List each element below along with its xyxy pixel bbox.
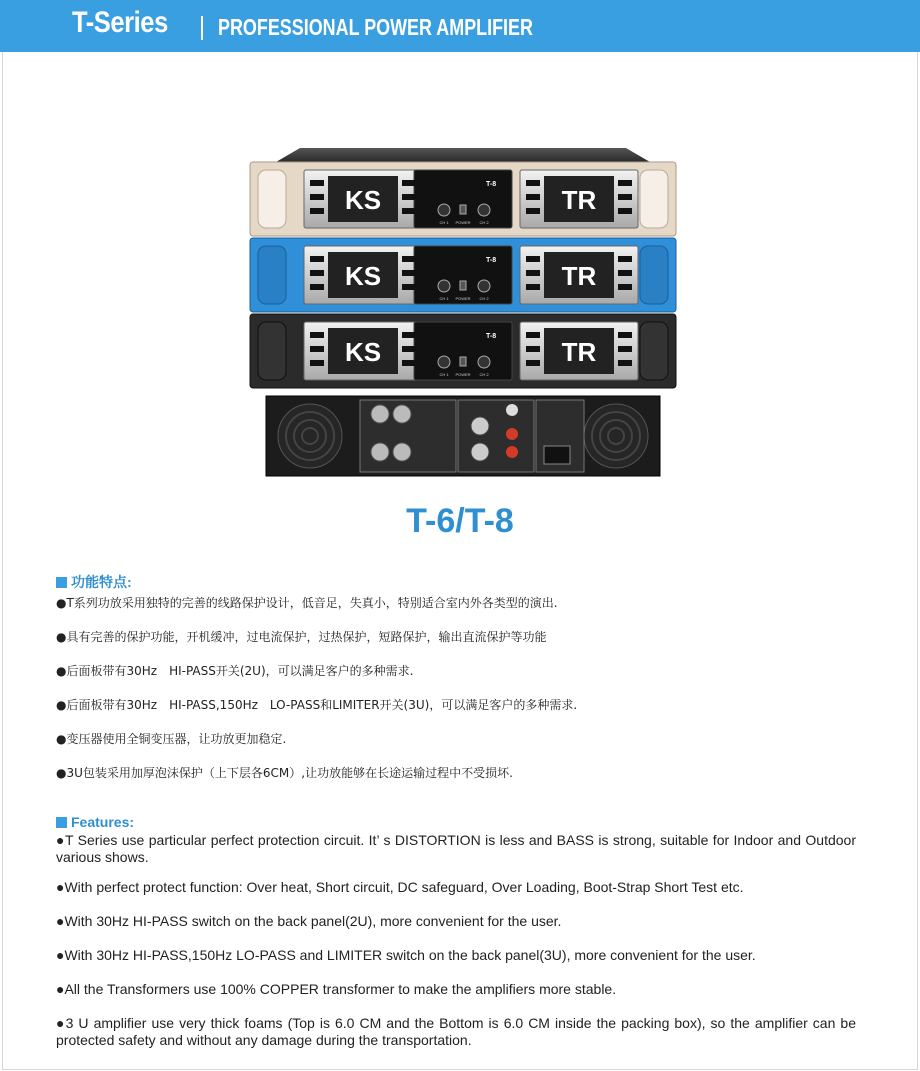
feature-cn-item: ●具有完善的保护功能，开机缓冲，过电流保护，过热保护，短路保护，输出直流保护等功能 <box>56 630 547 644</box>
vent-bar <box>526 284 540 290</box>
vent-bar <box>526 360 540 366</box>
vent-bar <box>310 332 324 338</box>
vent-bar <box>310 360 324 366</box>
panel-label-left: KS <box>344 261 382 291</box>
vent-bar <box>310 208 324 214</box>
vent-bar <box>402 346 416 352</box>
vent-bar <box>310 256 324 262</box>
feature-en-item: ●With 30Hz HI-PASS switch on the back panel(2U), more convenient for the user. <box>56 913 562 929</box>
vent-bar <box>402 270 416 276</box>
panel-label-left: KS <box>344 185 382 215</box>
vent-bar <box>526 332 540 338</box>
product-model-title: T-6/T-8 <box>406 502 514 540</box>
knob-label: CH 1 <box>439 296 449 301</box>
vent-bar <box>526 270 540 276</box>
feature-cn-item: ●后面板带有30Hz HI-PASS开关(2U)，可以满足客户的多种需求. <box>56 664 414 678</box>
panel-label-right: TR <box>561 337 597 367</box>
feature-cn-item: ●变压器使用全铜变压器，让功放更加稳定. <box>56 732 287 746</box>
feature-cn-item: ●后面板带有30Hz HI-PASS,150Hz LO-PASS和LIMITER开关(3U)，可以满足客户的多种需求. <box>56 698 578 712</box>
gain-knob-ch1 <box>438 356 450 368</box>
vent-bar <box>526 194 540 200</box>
knob-label: POWER <box>455 220 471 225</box>
vent-bar <box>402 256 416 262</box>
vent-bar <box>526 346 540 352</box>
feature-en-item: ●With 30Hz HI-PASS,150Hz LO-PASS and LIMITER switch on the back panel(3U), more convenient for the user. <box>56 947 756 963</box>
knob-label: POWER <box>455 372 471 377</box>
vent-bar <box>618 194 632 200</box>
panel-label-right: TR <box>561 261 597 291</box>
vent-bar <box>310 284 324 290</box>
vent-bar <box>526 208 540 214</box>
feature-en-item: ●T Series use particular perfect protection circuit. It’ s DISTORTION is less and BASS is strong, suitable for Indoor and Outdoor various shows. <box>56 832 856 865</box>
vent-bar <box>402 208 416 214</box>
knob-label: CH 2 <box>479 296 489 301</box>
features-en-title-text: Features: <box>71 814 135 830</box>
bullet-square-icon <box>56 577 67 588</box>
feature-en-item: ●With perfect protect function: Over heat, Short circuit, DC safeguard, Over Loading, Boot-Strap Short Test etc. <box>56 879 744 895</box>
vent-bar <box>402 194 416 200</box>
header-banner <box>0 0 920 52</box>
vent-bar <box>310 346 324 352</box>
knob-label: POWER <box>455 296 471 301</box>
knob-label: CH 2 <box>479 372 489 377</box>
vent-bar <box>402 284 416 290</box>
vent-bar <box>402 360 416 366</box>
features-cn-title-text: 功能特点: <box>71 574 132 590</box>
vent-bar <box>618 332 632 338</box>
vent-bar <box>402 180 416 186</box>
feature-en-item: ●All the Transformers use 100% COPPER transformer to make the amplifiers more stable. <box>56 981 617 997</box>
feature-cn-item: ●T系列功放采用独特的完善的线路保护设计，低音足，失真小，特别适合室内外各类型的演出. <box>56 596 558 610</box>
gain-knob-ch2 <box>478 356 490 368</box>
vent-bar <box>310 270 324 276</box>
header-divider <box>201 16 203 40</box>
vent-bar <box>402 332 416 338</box>
power-switch <box>460 281 466 290</box>
vent-bar <box>618 208 632 214</box>
vent-bar <box>310 180 324 186</box>
vent-bar <box>526 180 540 186</box>
vent-bar <box>618 256 632 262</box>
vent-bar <box>526 256 540 262</box>
panel-label-right: TR <box>561 185 597 215</box>
unit-model-label: T-8 <box>486 181 497 188</box>
gain-knob-ch1 <box>438 204 450 216</box>
vent-bar <box>618 180 632 186</box>
unit-model-label: T-8 <box>486 333 497 340</box>
features-en-title <box>56 814 134 830</box>
vent-bar <box>618 346 632 352</box>
vent-bar <box>310 194 324 200</box>
gain-knob-ch1 <box>438 280 450 292</box>
features-cn-title <box>56 572 132 592</box>
vent-bar <box>618 284 632 290</box>
panel-label-left: KS <box>344 337 382 367</box>
knob-label: CH 1 <box>439 372 449 377</box>
gain-knob-ch2 <box>478 204 490 216</box>
feature-cn-item: ●3U包装采用加厚泡沫保护（上下层各6CM）,让功放能够在长途运输过程中不受损坏. <box>56 766 513 780</box>
amplifier-top-case <box>276 148 650 162</box>
vent-bar <box>618 360 632 366</box>
unit-model-label: T-8 <box>486 257 497 264</box>
knob-label: CH 1 <box>439 220 449 225</box>
header-subtitle: PROFESSIONAL POWER AMPLIFIER <box>218 14 533 40</box>
series-title: T-Series <box>72 6 168 39</box>
power-switch <box>460 357 466 366</box>
vent-bar <box>618 270 632 276</box>
amplifier-back-panel <box>266 396 660 476</box>
gain-knob-ch2 <box>478 280 490 292</box>
amplifier-product-image <box>248 148 678 478</box>
bullet-square-icon <box>56 817 67 828</box>
feature-en-item: ●3 U amplifier use very thick foams (Top is 6.0 CM and the Bottom is 6.0 CM inside the packing box), so the amplifier can be protected safety and without any damage during the transportation. <box>56 1015 856 1048</box>
knob-label: CH 2 <box>479 220 489 225</box>
power-switch <box>460 205 466 214</box>
